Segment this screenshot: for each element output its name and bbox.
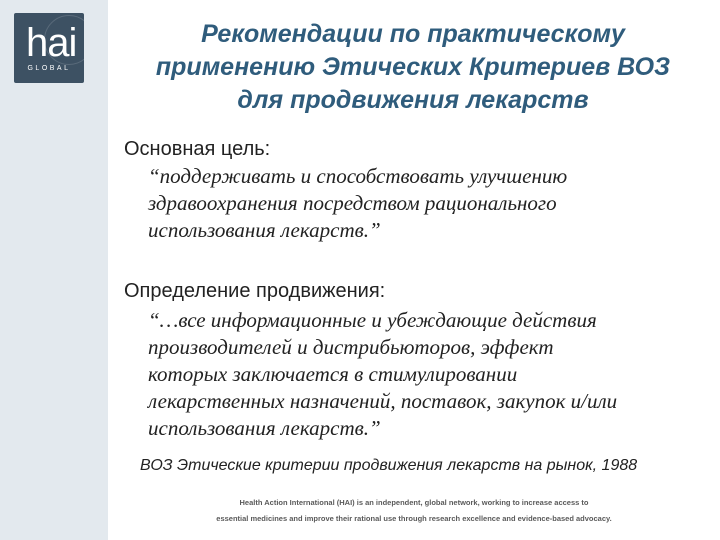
goal-quote <box>148 163 567 244</box>
footer-line: essential medicines and improve their rational use through research excellence and evidence-based advocacy. <box>216 514 612 523</box>
footer-note <box>108 495 720 527</box>
title-line: Рекомендации по практическому <box>201 20 625 48</box>
quote-line: лекарственных назначений, поставок, закупок и/или <box>148 389 618 413</box>
title-line: для продвижения лекарств <box>237 86 589 114</box>
slide-title <box>118 18 708 117</box>
quote-line: использования лекарств.” <box>148 416 381 440</box>
logo-subtitle: GLOBAL <box>27 65 71 72</box>
quote-line: “…все информационные и убеждающие действия <box>148 308 597 332</box>
definition-quote <box>148 307 617 442</box>
logo-mark: hai <box>26 21 77 65</box>
quote-line: использования лекарств.” <box>148 218 381 242</box>
footer-line: Health Action International (HAI) is an independent, global network, working to increase access to <box>239 498 589 507</box>
quote-line: здравоохранения посредством рационального <box>148 191 557 215</box>
quote-line: производителей и дистрибьюторов, эффект <box>148 335 554 359</box>
definition-heading: Определение продвижения: <box>124 280 386 302</box>
title-line: применению Этических Критериев ВОЗ <box>155 53 671 81</box>
quote-line: “поддерживать и способствовать улучшению <box>148 164 568 188</box>
quote-line: которых заключается в стимулировании <box>148 362 518 386</box>
goal-heading: Основная цель: <box>124 138 271 160</box>
source-citation: ВОЗ Этические критерии продвижения лекарств на рынок, 1988 <box>140 457 638 474</box>
hai-global-logo <box>14 13 84 83</box>
